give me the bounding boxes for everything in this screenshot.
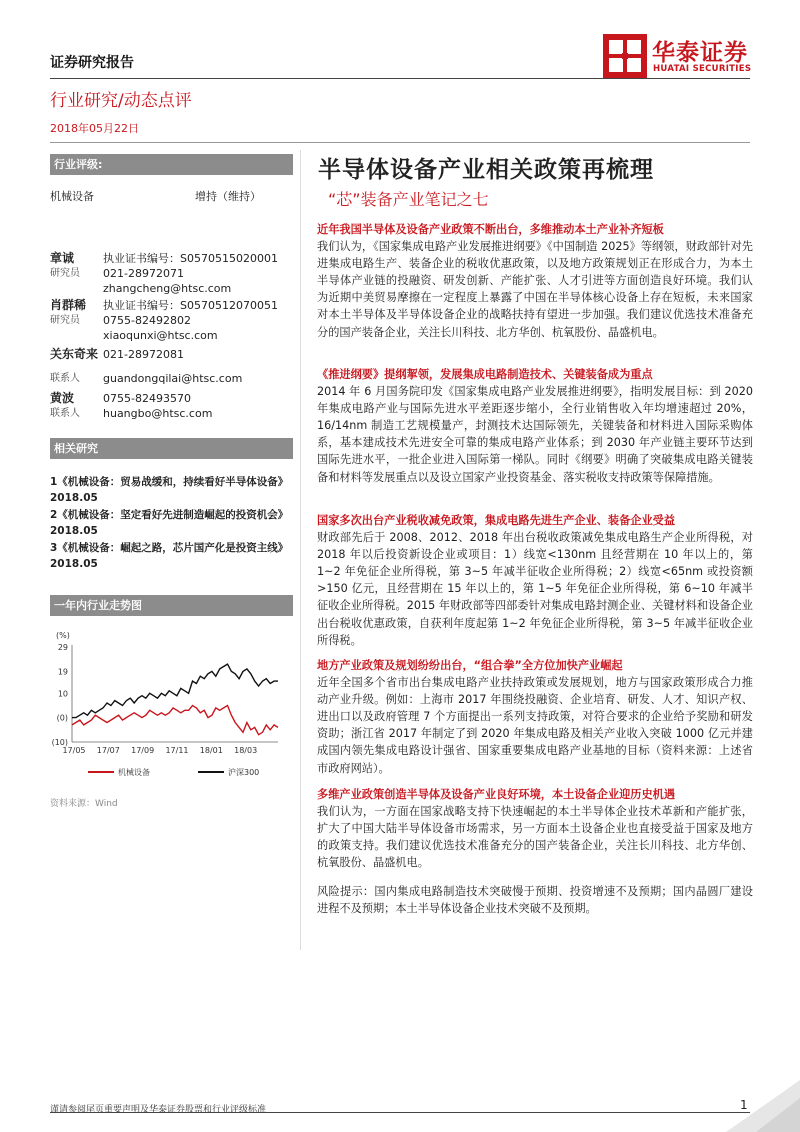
analyst-email[interactable]: huangbo@htsc.com xyxy=(103,407,213,420)
analyst-phone: 0755-82493570 xyxy=(103,392,191,405)
analyst-phone: 021-28972071 xyxy=(103,267,184,280)
rating-section-bar: 行业评级: xyxy=(50,154,293,175)
legend-label: 沪深300 xyxy=(228,768,260,777)
x-tick-label: 17/09 xyxy=(131,746,155,755)
industry-trend-chart xyxy=(50,625,300,785)
risk-warning: 风险提示：国内集成电路制造技术突破慢于预期、投资增速不及预期；国内晶圆厂建设进程不及预期；本土半导体设备企业技术突破不及预期。 xyxy=(317,885,753,916)
section-block xyxy=(317,786,753,871)
huatai-logo-icon xyxy=(603,34,647,78)
x-tick-label: 17/05 xyxy=(62,746,86,755)
analyst-name: 黄波 xyxy=(50,391,75,405)
page-number: 1 xyxy=(740,1098,748,1112)
analyst-role: 联系人 xyxy=(50,408,80,419)
analyst-email[interactable]: zhangcheng@htsc.com xyxy=(103,282,232,295)
section-heading: 多维产业政策创造半导体及设备产业良好环境，本土设备企业迎历史机遇 xyxy=(317,788,676,801)
y-tick-label: 19 xyxy=(57,667,68,677)
y-tick-label: (0) xyxy=(56,713,68,723)
related-research-item[interactable]: 1《机械设备：贸易战缓和，持续看好半导体设备》2018.05 xyxy=(50,476,289,504)
chart-source: 资料来源：Wind xyxy=(50,799,118,809)
report-subtitle: “芯”装备产业笔记之七 xyxy=(328,190,489,209)
section-body: 我们认为，一方面在国家战略支持下快速崛起的本土半导体企业技术革新和产能扩张，扩大了中国大陆半导体设备市场需求，另一方面本土设备企业也直接受益于国家及地方的政策支持。我们建议优选技术准备充分的国产装备企业，关注长川科技、北方华创、杭氧股份、晶盛机电。 xyxy=(317,805,753,870)
section-block xyxy=(317,366,753,486)
column-divider xyxy=(300,150,301,950)
footer-disclaimer: 谨请参阅尾页重要声明及华泰证券股票和行业评级标准 xyxy=(50,1105,267,1115)
report-category: 行业研究/动态点评 xyxy=(50,91,192,111)
date-divider xyxy=(50,142,750,143)
logo-cn-text: 华泰证券 xyxy=(652,40,748,66)
section-body: 2014 年 6 月国务院印发《国家集成电路产业发展推进纲要》，指明发展目标：到 2020 年集成电路产业与国际先进水平差距逐步缩小，全行业销售收入年均增速超过 20%，16/14nm 制造工艺规模量产，封测技术达国际领先，关键装备和材料进入国际采购体系，基本建成技术先进安全可靠的集成电路产业体系；到 2030 年产业链主要环节达到国际先进水平，一批企业进入国际第一梯队。同时《纲要》明确了突破集成电路关键装备和材料等发展重点以及设立国家产业投资基金、落实税收支持政策等保障措施。 xyxy=(317,385,753,484)
section-heading: 国家多次出台产业税收减免政策，集成电路先进生产企业、装备企业受益 xyxy=(317,514,676,527)
series-line-machinery xyxy=(72,706,278,735)
analyst-email[interactable]: guandongqilai@htsc.com xyxy=(103,372,243,385)
section-block xyxy=(317,512,753,649)
corner-decoration-icon xyxy=(716,1080,800,1132)
analyst-phone: 0755-82492802 xyxy=(103,314,191,327)
section-heading: 地方产业政策及规划纷纷出台，“组合拳”全方位加快产业崛起 xyxy=(317,659,623,672)
analyst-name: 章诚 xyxy=(50,251,75,265)
analyst-email[interactable]: xiaoqunxi@htsc.com xyxy=(103,329,218,342)
section-block xyxy=(317,657,753,777)
x-tick-label: 18/03 xyxy=(234,746,258,755)
trend-section-bar: 一年内行业走势图 xyxy=(50,595,293,616)
related-research-item[interactable]: 2《机械设备：坚定看好先进制造崛起的投资机会》2018.05 xyxy=(50,509,289,537)
legend-label: 机械设备 xyxy=(118,768,150,777)
footer-divider xyxy=(50,1112,750,1113)
section-block xyxy=(317,221,753,341)
analyst-license: 执业证书编号：S0570515020001 xyxy=(103,252,278,265)
section-heading: 《推进纲要》提纲挈领，发展集成电路制造技术、关键装备成为重点 xyxy=(317,368,653,381)
section-body: 近年全国多个省市出台集成电路产业扶持政策或发展规划，地方与国家政策形成合力推动产业升级。例如：上海市 2017 年围绕投融资、企业培育、研发、人才、知识产权、进出口以及政府管理 7 个方面提出一系列支持政策，对符合要求的企业给予奖励和研发资助；浙江省 2017 年制定了到 2020 年集成电路及相关产业收入突破 1000 亿元并建成国内领先集成电路设计强省、国家重要集成电路产业基地的目标（资料来源：上述省市政府网站）。 xyxy=(317,676,753,775)
section-body: 财政部先后于 2008、2012、2018 年出台税收政策减免集成电路生产企业所得税，对 2018 年以后投资新设企业或项目：1）线宽<130nm 且经营期在 10 年以上的，第 1~2 年免征企业所得税，第 3~5 年减半征收企业所得税；2）线宽<65nm 或投资额>150 亿元，且经营期在 15 年以上的，第 1~5 年免征企业所得税，第 6~10 年减半征收企业所得税。2015 年财政部等四部委针对集成电路封测企业、关键材料和设备企业出台税收优惠政策，自获利年度起第 1~2 年免征企业所得税，第 3~5 年减半征收企业所得税。 xyxy=(317,531,753,647)
analyst-name: 肖群稀 xyxy=(50,298,87,312)
report-date: 2018年05月22日 xyxy=(50,122,139,135)
header-divider xyxy=(50,78,750,79)
report-type: 证券研究报告 xyxy=(50,55,134,71)
x-tick-label: 18/01 xyxy=(199,746,223,755)
y-tick-label: 10 xyxy=(57,689,68,699)
analyst-role: 研究员 xyxy=(50,315,80,326)
analyst-license: 执业证书编号：S0570512070051 xyxy=(103,299,278,312)
logo-en-text: HUATAI SECURITIES xyxy=(653,64,752,74)
rating-sector: 机械设备 xyxy=(50,190,94,203)
related-research-item[interactable]: 3《机械设备：崛起之路，芯片国产化是投资主线》2018.05 xyxy=(50,542,289,570)
analyst-role: 联系人 xyxy=(50,373,80,384)
y-unit-label: (%) xyxy=(56,631,70,640)
x-tick-label: 17/11 xyxy=(165,746,189,755)
y-tick-label: 29 xyxy=(57,643,68,652)
analyst-role: 研究员 xyxy=(50,268,80,279)
section-heading: 近年我国半导体及设备产业政策不断出台，多维推动本土产业补齐短板 xyxy=(317,223,664,236)
section-body: 我们认为，《国家集成电路产业发展推进纲要》《中国制造 2025》等纲领，财政部针对先进集成电路生产、装备企业的税收优惠政策，以及地方政策规划正在形成合力，为本土半导体产业链的投融资、研发创新、产能扩张、人才引进等方面创造良好环境。我们认为近期中美贸易摩擦在一定程度上暴露了中国在半导体核心设备上存在短板，未来国家对本土半导体及半导体设备企业的战略扶持有望进一步加强。我们建议优选技术准备充分的国产装备企业，关注长川科技、北方华创、杭氧股份、晶盛机电。 xyxy=(317,240,753,339)
rating-value: 增持（维持） xyxy=(195,190,261,203)
report-title: 半导体设备产业相关政策再梳理 xyxy=(318,157,654,183)
x-tick-label: 17/07 xyxy=(96,746,120,755)
analyst-phone: 021-28972081 xyxy=(103,348,184,361)
related-research-bar: 相关研究 xyxy=(50,438,293,459)
analyst-name: 关东奇来 xyxy=(50,347,99,361)
y-tick-label: (10) xyxy=(51,738,68,747)
